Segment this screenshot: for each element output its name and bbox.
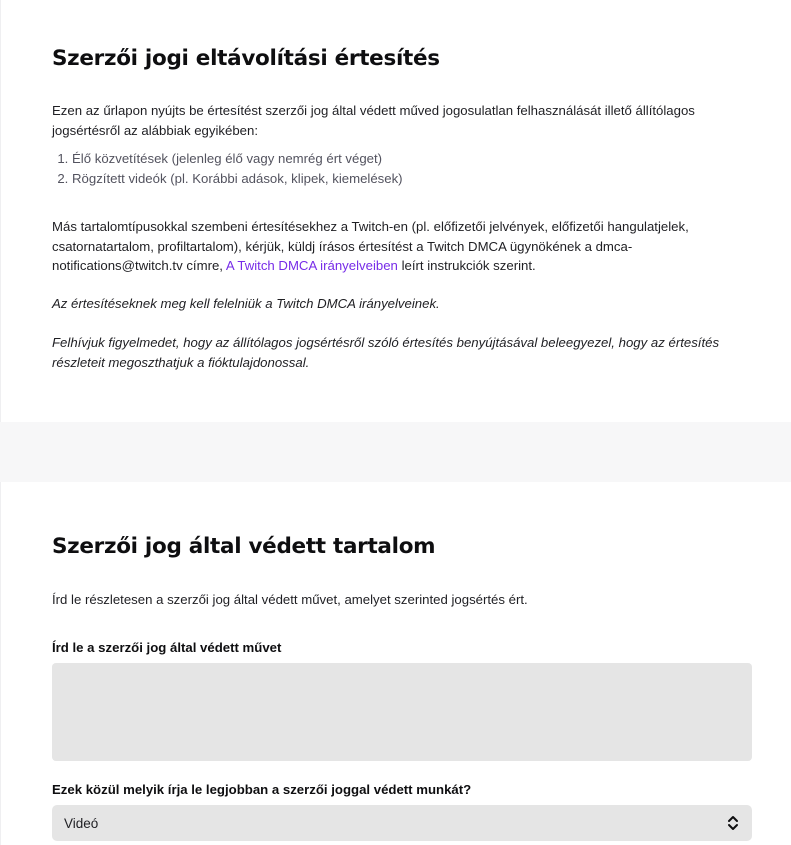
- work-type-select[interactable]: [52, 805, 752, 841]
- chevron-up-down-icon: [726, 814, 740, 832]
- describe-work-textarea[interactable]: [52, 663, 752, 761]
- content-section-title: Szerzői jog által védett tartalom: [52, 534, 436, 559]
- notice-title: Szerzői jogi eltávolítási értesítés: [52, 46, 440, 71]
- other-text-after: leírt instrukciók szerint.: [397, 258, 536, 273]
- copyrighted-content-card: [0, 482, 791, 845]
- section-divider: [0, 422, 791, 482]
- describe-work-label: Írd le a szerzői jog által védett művet: [52, 640, 282, 655]
- dmca-guidelines-link[interactable]: A Twitch DMCA irányelveiben: [225, 258, 398, 273]
- content-section-description: Írd le részletesen a szerzői jog által védett művet, amelyet szerinted jogsértés ért.: [52, 592, 528, 607]
- list-item: 1. Élő közvetítések (jelenleg élő vagy nemrég ért véget): [72, 149, 403, 169]
- work-type-selected-value: Videó: [64, 815, 99, 831]
- list-item: 2. Rögzített videók (pl. Korábbi adások, klipek, kiemelések): [72, 169, 403, 189]
- share-consent-note: Felhívjuk figyelmedet, hogy az állítólagos jogsértésről szóló értesítés benyújtásával beleegyezel, hogy az értesítés részleteit megoszthatjuk a fióktulajdonossal.: [52, 335, 720, 370]
- other-content-info: [52, 217, 742, 276]
- work-type-label: Ezek közül melyik írja le legjobban a szerzői joggal védett munkát?: [52, 782, 472, 797]
- dmca-notice-card: [0, 0, 791, 422]
- notice-intro: Ezen az űrlapon nyújts be értesítést szerzői jog által védett műved jogosulatlan felhasználását illető állítólagos jogsértésről az alábbiak egyikében:: [52, 103, 695, 138]
- content-type-list: [52, 149, 403, 188]
- compliance-note: Az értesítéseknek meg kell felelniük a Twitch DMCA irányelveinek.: [52, 296, 440, 311]
- other-text-before: Más tartalomtípusokkal szembeni értesítésekhez a Twitch-en (pl. előfizetői jelvények, előfizetői hangulatjelek, csatornatartalom, profiltartalom), kérjük, küldj írásos értesítést a Twitch DMCA ügynökének a dmca-notifications@twitch.tv címre,: [52, 219, 689, 273]
